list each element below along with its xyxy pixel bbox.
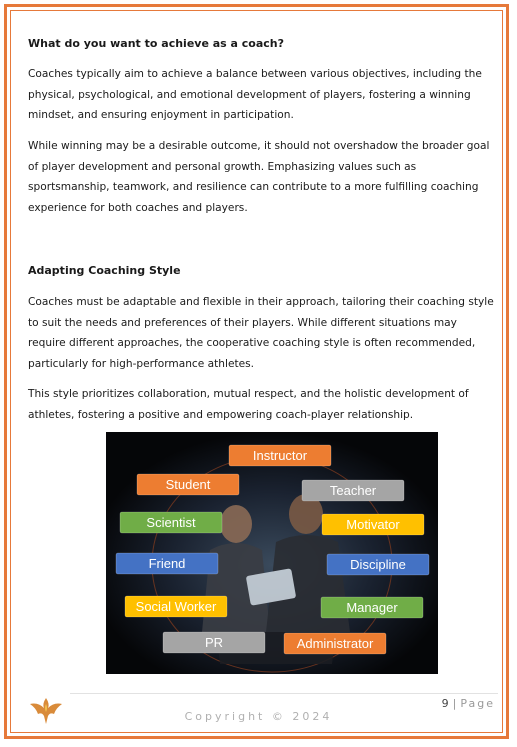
coaching-roles-figure xyxy=(106,432,438,674)
paragraph-objectives: Coaches typically aim to achieve a balance between various objectives, including the physical, psychological, and emotional development of players, fostering a winning mindset, and ensuring enjoyment in participation. xyxy=(28,68,482,121)
role-label-social-worker xyxy=(125,596,227,617)
role-text: Teacher xyxy=(329,483,377,498)
role-label-discipline xyxy=(327,554,429,575)
role-text: Discipline xyxy=(350,557,406,572)
coaching-roles-diagram xyxy=(106,432,438,674)
footer-divider xyxy=(70,693,498,694)
role-label-manager xyxy=(321,597,423,618)
paragraph-collaboration: This style prioritizes collaboration, mutual respect, and the holistic development of athletes, fostering a positive and empowering coach-player relationship. xyxy=(28,388,469,421)
role-label-friend xyxy=(116,553,218,574)
role-label-motivator xyxy=(322,514,424,535)
page-number-value: 9 xyxy=(441,697,450,710)
role-label-student xyxy=(137,474,239,495)
role-label-pr xyxy=(163,632,265,653)
section-heading-achieve: What do you want to achieve as a coach? xyxy=(28,37,285,50)
role-text: Instructor xyxy=(252,448,308,463)
section-heading-adapting: Adapting Coaching Style xyxy=(28,264,181,277)
role-label-instructor xyxy=(229,445,331,466)
copyright-text: Copyright © 2024 xyxy=(184,710,333,723)
paragraph-winning: While winning may be a desirable outcome, it should not overshadow the broader goal of player development and personal growth. Emphasizing values such as sportsmanship, teamwork, and resilience can contribute to a more fulfilling coaching experience for both coaches and players. xyxy=(28,140,490,214)
role-text: Friend xyxy=(148,556,186,571)
role-label-scientist xyxy=(120,512,222,533)
role-text: Student xyxy=(165,477,211,492)
role-text: Scientist xyxy=(146,515,196,530)
page-number-separator: | xyxy=(452,697,458,710)
role-text: Administrator xyxy=(296,636,374,651)
role-text: PR xyxy=(204,635,224,650)
role-label-administrator xyxy=(284,633,386,654)
page-label: Page xyxy=(460,697,495,710)
role-text: Social Worker xyxy=(135,599,217,614)
role-text: Manager xyxy=(346,600,398,615)
page-number xyxy=(442,697,495,710)
role-text: Motivator xyxy=(346,517,400,532)
role-label-teacher xyxy=(302,480,404,501)
paragraph-adaptable: Coaches must be adaptable and flexible in their approach, tailoring their coaching style to suit the needs and preferences of their players. While different situations may require different approaches, the cooperative coaching style is often recommended, particularly for high-performance athletes. xyxy=(28,296,494,370)
